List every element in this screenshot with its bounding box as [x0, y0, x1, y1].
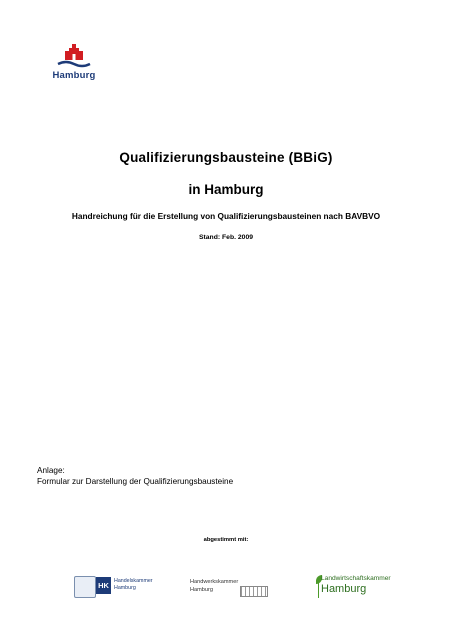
document-subtitle: in Hamburg — [188, 182, 264, 197]
document-description: Handreichung für die Erstellung von Qualifizierungsbausteinen nach BAVBVO — [71, 211, 381, 221]
landwirtschaftskammer-logo — [316, 573, 412, 599]
hk-badge: HK — [96, 577, 111, 594]
hamburg-logo — [48, 44, 100, 84]
document-date: Stand: Feb. 2009 — [198, 234, 253, 241]
handelskammer-text — [114, 578, 153, 592]
hamburg-logo-text: Hamburg — [52, 70, 96, 81]
hamburg-castle-icon — [57, 44, 91, 70]
seal-icon — [74, 576, 96, 598]
leaf-stem-icon — [318, 582, 319, 598]
landwirtschaftskammer-line2: Hamburg — [321, 583, 367, 595]
landwirtschaftskammer-line1: Landwirtschaftskammer — [321, 575, 391, 582]
handelskammer-line2: Hamburg — [114, 585, 136, 591]
agreed-with-label: abgestimmt mit: — [203, 537, 249, 543]
handelskammer-line1: Handelskammer — [114, 578, 153, 584]
handwerkskammer-logo — [190, 578, 270, 600]
handelskammer-logo — [74, 576, 166, 598]
attachment-label: Anlage: — [37, 466, 65, 475]
document-title: Qualifizierungsbausteine (BBiG) — [119, 150, 333, 165]
handwerkskammer-line1: Handwerkskammer — [190, 579, 239, 585]
handwerkskammer-text — [190, 578, 238, 594]
attachment-block — [37, 466, 233, 487]
handwerkskammer-emblem-icon — [240, 586, 268, 597]
handwerkskammer-line2: Hamburg — [190, 587, 214, 593]
attachment-text: Formular zur Darstellung der Qualifizierungsbausteine — [37, 476, 234, 486]
